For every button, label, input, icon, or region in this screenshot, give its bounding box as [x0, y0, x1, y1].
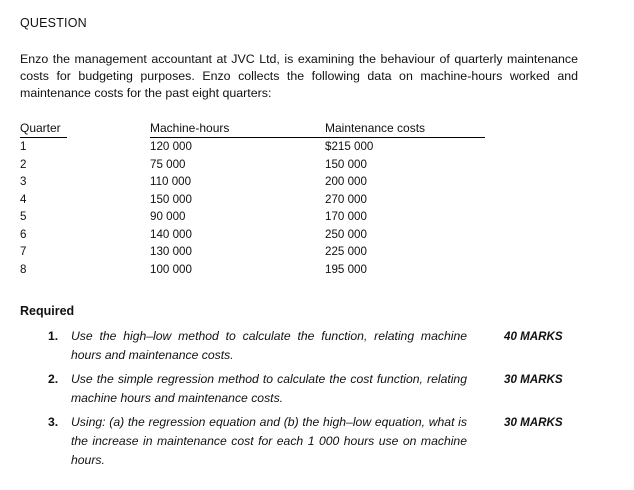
question-text: Use the simple regression method to calculate the cost function, relating machine hours and maintenance costs.: [71, 372, 467, 405]
maintenance-costs-cell: 170 000: [325, 210, 367, 223]
quarter-cell: 4: [20, 192, 27, 206]
machine-hours-cell: 130 000: [150, 245, 192, 258]
machine-hours-cell: 150 000: [150, 192, 192, 206]
table-row: [0, 228, 634, 245]
table-row: [0, 158, 634, 175]
table-row: [0, 245, 634, 262]
quarter-cell: 1: [20, 140, 27, 153]
maintenance-costs-cell: 195 000: [325, 262, 367, 276]
question-marks: 40 MARKS: [504, 330, 563, 343]
question-text: Using: (a) the regression equation and (b) the high–low equation, what is the increase in maintenance cost for each 1 000 hours use on machine hours.: [71, 415, 467, 467]
quarter-cell: 2: [20, 157, 27, 171]
machine-hours-cell: 140 000: [150, 227, 192, 241]
header-quarter: Quarter: [20, 121, 61, 135]
table-row: [0, 193, 634, 210]
page-title: QUESTION: [20, 16, 87, 30]
table-header: [0, 121, 634, 137]
table-row: [0, 210, 634, 227]
question-number: 1.: [48, 329, 59, 343]
maintenance-costs-cell: 250 000: [325, 227, 367, 241]
quarter-cell: 6: [20, 227, 27, 241]
required-heading: Required: [20, 304, 75, 318]
maintenance-costs-cell: 150 000: [325, 157, 367, 171]
header-rule-right: [150, 137, 485, 138]
maintenance-costs-cell: 270 000: [325, 192, 367, 206]
quarter-cell: 8: [20, 262, 27, 276]
header-machine-hours: Machine-hours: [150, 121, 230, 135]
maintenance-costs-cell: 225 000: [325, 245, 367, 258]
question-number: 3.: [48, 415, 59, 429]
question-marks: 30 MARKS: [504, 373, 563, 386]
question-marks: 30 MARKS: [504, 416, 563, 429]
quarter-cell: 7: [20, 245, 27, 258]
table-row: [0, 175, 634, 192]
header-maintenance-costs: Maintenance costs: [325, 121, 426, 135]
machine-hours-cell: 100 000: [150, 262, 192, 276]
question-number: 2.: [48, 372, 59, 386]
machine-hours-cell: 120 000: [150, 140, 192, 153]
header-rule-left: [20, 137, 67, 138]
machine-hours-cell: 90 000: [150, 210, 186, 223]
maintenance-costs-cell: 200 000: [325, 175, 367, 188]
quarter-cell: 5: [20, 210, 27, 223]
table-row: [0, 263, 634, 280]
machine-hours-cell: 110 000: [150, 175, 192, 188]
question-text: Use the high–low method to calculate the function, relating machine hours and maintenance costs.: [71, 329, 467, 362]
intro-paragraph: Enzo the management accountant at JVC Ltd, is examining the behaviour of quarterly maintenance costs for budgeting purposes. Enzo collects the following data on machine-hours worked and maintenance costs for the past eight quarters:: [20, 52, 578, 100]
machine-hours-cell: 75 000: [150, 157, 186, 171]
maintenance-costs-cell: $215 000: [325, 140, 374, 153]
quarter-cell: 3: [20, 175, 27, 188]
table-row: [0, 140, 634, 157]
